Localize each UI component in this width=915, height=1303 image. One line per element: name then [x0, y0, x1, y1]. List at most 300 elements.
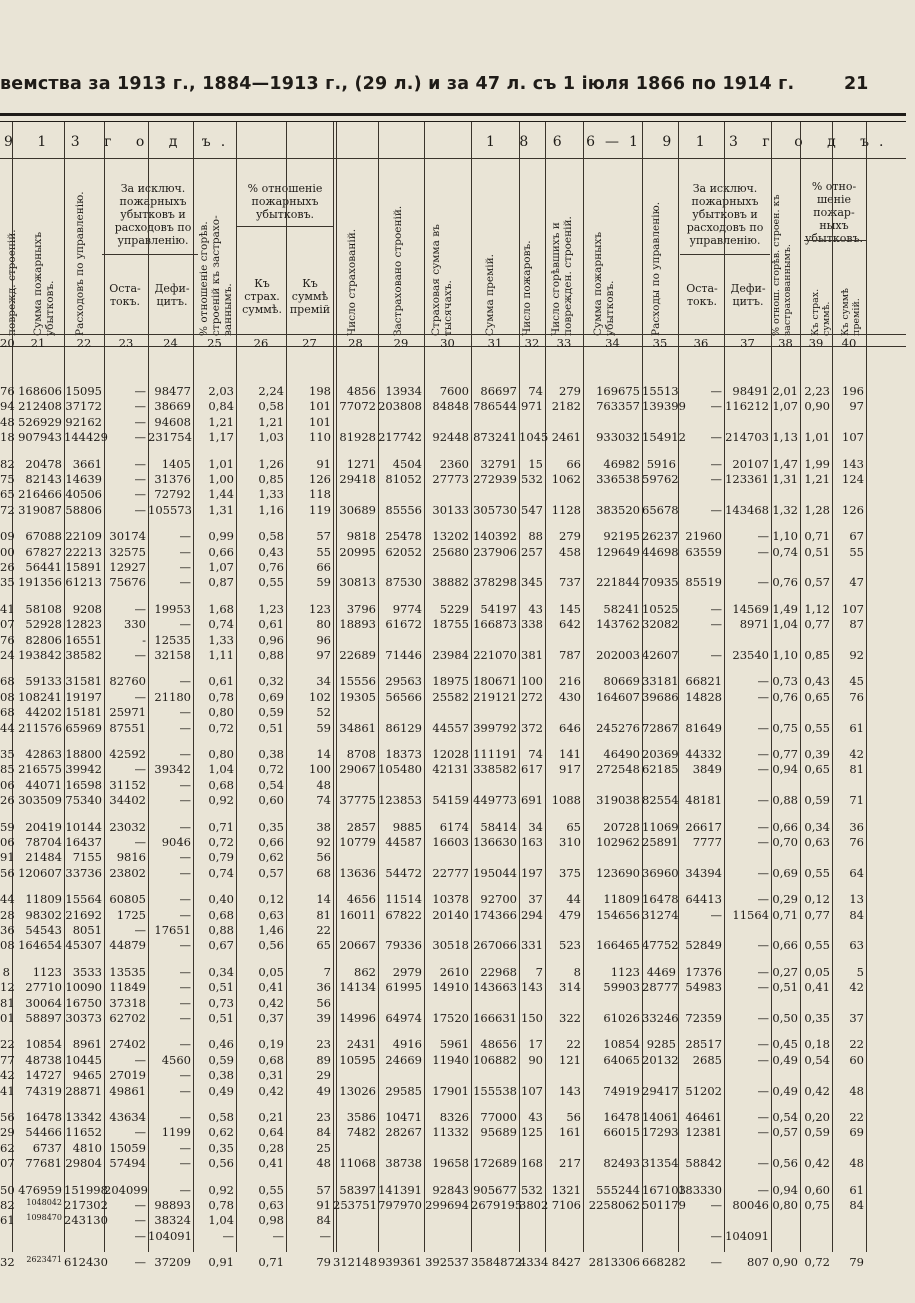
- table-cell: 123361: [725, 472, 769, 486]
- table-cell: 23: [316, 1037, 331, 1052]
- table-cell: 28871: [65, 1083, 102, 1098]
- table-cell: 10779: [339, 835, 376, 849]
- table-cell: —: [710, 456, 722, 471]
- table-cell: 1048042: [26, 1198, 62, 1207]
- header-group-26-27: % отношеніе пожарныхъ убытковъ.: [247, 182, 323, 221]
- column-number: 30: [440, 336, 455, 350]
- table-cell: 101: [309, 414, 331, 429]
- table-rule: [0, 334, 906, 335]
- table-cell: 22: [849, 1110, 864, 1124]
- table-cell: 0,42: [258, 1083, 284, 1098]
- column-number: 34: [605, 336, 620, 350]
- column-number: 36: [693, 336, 709, 350]
- column-number: 29: [393, 336, 409, 350]
- table-cell: 48656: [480, 1037, 517, 1052]
- table-cell: 74: [528, 747, 543, 761]
- table-cell: 62: [0, 1140, 15, 1155]
- table-rule: [102, 254, 198, 255]
- table-cell: 0,88: [258, 648, 284, 662]
- table-cell: 319038: [596, 793, 640, 808]
- table-cell: 0,56: [208, 1156, 234, 1171]
- table-cell: 65969: [65, 720, 102, 735]
- table-cell: 11849: [109, 980, 146, 995]
- table-cell: 87: [849, 617, 864, 632]
- table-cell: 0,66: [258, 835, 284, 849]
- table-cell: 35: [0, 575, 15, 590]
- table-cell: 139399: [642, 399, 686, 414]
- table-cell: 0,58: [208, 1110, 234, 1124]
- table-cell: 0,58: [258, 529, 284, 544]
- table-cell: —: [757, 529, 769, 544]
- table-cell: 10090: [65, 980, 102, 995]
- group-heading-1913: 9 1 3 г о д ъ.: [4, 134, 236, 150]
- table-cell: —: [134, 1125, 146, 1140]
- table-cell: 34861: [339, 720, 376, 735]
- table-cell: 100: [309, 762, 331, 777]
- table-cell: —: [134, 762, 146, 777]
- table-cell: 37318: [109, 995, 146, 1010]
- table-cell: 37: [849, 1011, 864, 1025]
- table-cell: 60: [849, 1052, 864, 1067]
- table-cell: —: [710, 1198, 722, 1212]
- table-cell: 82: [0, 1198, 15, 1212]
- table-cell: 18975: [432, 674, 469, 689]
- table-cell: 86129: [385, 720, 422, 735]
- table-cell: 22213: [65, 544, 102, 559]
- table-cell: —: [710, 384, 722, 398]
- table-cell: 3849: [692, 762, 722, 777]
- table-cell: 907943: [18, 430, 62, 445]
- table-cell: 58806: [65, 502, 102, 517]
- table-cell: 27773: [432, 472, 469, 486]
- table-cell: 61: [0, 1213, 15, 1228]
- table-cell: 0,74: [772, 544, 798, 559]
- table-cell: 217302: [64, 1198, 108, 1212]
- table-cell: 14996: [339, 1011, 376, 1025]
- header-col-34: Сумма пожарныхъ убытковъ.: [592, 231, 616, 336]
- header-col-32: Число пожаровъ.: [521, 240, 533, 336]
- table-cell: 38738: [385, 1156, 422, 1171]
- table-cell: 0,96: [258, 632, 284, 647]
- table-cell: 79: [316, 1255, 331, 1270]
- table-cell: 3661: [72, 456, 102, 471]
- table-cell: 11514: [385, 892, 422, 907]
- table-cell: 68: [0, 705, 15, 720]
- table-cell: 20728: [603, 819, 640, 834]
- table-cell: 76: [849, 689, 864, 704]
- table-cell: 1,31: [208, 502, 234, 517]
- table-cell: 71: [849, 793, 864, 808]
- table-cell: 668282: [642, 1255, 686, 1270]
- table-cell: 0,79: [208, 850, 234, 865]
- table-cell: -: [142, 632, 146, 647]
- table-cell: 0,51: [258, 720, 284, 735]
- table-cell: 54472: [385, 865, 422, 880]
- table-cell: 166631: [473, 1011, 517, 1025]
- table-cell: 167103: [642, 1182, 686, 1197]
- table-cell: 13342: [65, 1110, 102, 1124]
- table-cell: 64974: [385, 1011, 422, 1025]
- table-cell: 41: [0, 601, 15, 616]
- table-cell: 303509: [18, 793, 62, 808]
- table-cell: 12535: [154, 632, 191, 647]
- table-cell: 198: [309, 384, 331, 398]
- table-cell: —: [134, 1213, 146, 1228]
- table-cell: —: [134, 648, 146, 662]
- table-cell: —: [179, 892, 191, 907]
- table-cell: 17651: [154, 923, 191, 937]
- table-cell: 646: [559, 720, 581, 735]
- table-cell: 65: [0, 487, 15, 502]
- table-cell: —: [757, 835, 769, 849]
- table-cell: 72867: [642, 720, 679, 735]
- table-cell: 0,43: [258, 544, 284, 559]
- column-number: 26: [253, 336, 269, 350]
- table-cell: 1,49: [772, 601, 798, 616]
- table-cell: 107: [521, 1083, 543, 1098]
- table-cell: 873241: [473, 430, 517, 445]
- table-cell: 37775: [339, 793, 376, 808]
- table-cell: 66: [316, 560, 331, 574]
- table-cell: 09: [0, 529, 15, 544]
- table-cell: —: [179, 1182, 191, 1197]
- table-cell: 0,71: [804, 529, 830, 544]
- table-cell: 32: [0, 1255, 15, 1270]
- table-cell: 2258062: [588, 1198, 640, 1212]
- table-cell: 89: [316, 1052, 331, 1067]
- table-cell: 0,72: [208, 835, 234, 849]
- table-cell: 787: [559, 648, 581, 662]
- table-cell: 0,41: [804, 980, 830, 995]
- group-heading-1866-1913: 1 8 6 6—1 9 1 3 г о д ъ.: [486, 134, 894, 150]
- table-cell: 92162: [65, 414, 102, 429]
- table-cell: 42863: [25, 747, 62, 761]
- table-cell: 98477: [154, 384, 191, 398]
- table-cell: 20667: [339, 938, 376, 953]
- page-number: 21: [844, 74, 869, 94]
- table-cell: 129649: [596, 544, 640, 559]
- table-cell: 82760: [109, 674, 146, 689]
- table-cell: 0,99: [208, 529, 234, 544]
- table-cell: 82554: [642, 793, 679, 808]
- table-cell: 58897: [25, 1011, 62, 1025]
- table-cell: 547: [521, 502, 543, 517]
- table-cell: 98491: [732, 384, 769, 398]
- table-cell: 61: [849, 1182, 864, 1197]
- table-cell: 29563: [385, 674, 422, 689]
- table-cell: 15891: [65, 560, 102, 574]
- table-cell: —: [179, 980, 191, 995]
- table-cell: 11332: [432, 1125, 469, 1140]
- table-cell: 56441: [25, 560, 62, 574]
- table-cell: 204099: [104, 1182, 148, 1197]
- table-cell: 63: [849, 938, 864, 953]
- table-cell: 96: [316, 632, 331, 647]
- table-cell: 16598: [65, 777, 102, 792]
- table-cell: 0,80: [208, 705, 234, 720]
- table-cell: 59133: [25, 674, 62, 689]
- table-cell: 807: [747, 1255, 769, 1270]
- table-cell: 31274: [642, 907, 679, 922]
- table-cell: 5: [856, 964, 864, 979]
- table-cell: 0,51: [208, 1011, 234, 1025]
- table-cell: 0,73: [208, 995, 234, 1010]
- table-cell: 14910: [432, 980, 469, 995]
- table-cell: 61026: [603, 1011, 640, 1025]
- table-cell: 119: [309, 502, 331, 517]
- table-cell: 237906: [473, 544, 517, 559]
- table-cell: 2813306: [588, 1255, 640, 1270]
- table-cell: 9208: [72, 601, 102, 616]
- table-cell: 0,51: [208, 980, 234, 995]
- column-number: 40: [841, 336, 857, 350]
- table-cell: 76: [849, 835, 864, 849]
- table-cell: 143468: [725, 502, 769, 517]
- table-cell: 2431: [346, 1037, 376, 1052]
- table-cell: 27402: [109, 1037, 146, 1052]
- table-cell: 526929: [18, 414, 62, 429]
- table-cell: 7: [323, 964, 331, 979]
- table-cell: 16011: [339, 907, 376, 922]
- table-cell: 11069: [642, 819, 679, 834]
- table-cell: 77072: [339, 399, 376, 414]
- table-cell: 32158: [154, 648, 191, 662]
- table-cell: 476959: [18, 1182, 62, 1197]
- table-cell: 38: [316, 819, 331, 834]
- table-cell: 2685: [692, 1052, 722, 1067]
- table-cell: 0,78: [208, 689, 234, 704]
- table-cell: 49: [316, 1083, 331, 1098]
- table-cell: 36: [0, 923, 15, 937]
- table-cell: 0,72: [804, 1255, 830, 1270]
- table-cell: 06: [0, 777, 15, 792]
- table-cell: 172689: [473, 1156, 517, 1171]
- table-cell: 20369: [642, 747, 679, 761]
- table-cell: 54466: [25, 1125, 62, 1140]
- table-cell: 1725: [116, 907, 146, 922]
- table-cell: 106882: [473, 1052, 517, 1067]
- table-cell: 14134: [339, 980, 376, 995]
- table-rule: [804, 240, 866, 241]
- table-rule: [680, 254, 770, 255]
- table-cell: 216575: [18, 762, 62, 777]
- table-cell: 8326: [439, 1110, 469, 1124]
- table-cell: 0,29: [772, 892, 798, 907]
- table-cell: 86697: [480, 384, 517, 398]
- table-cell: 48: [316, 1156, 331, 1171]
- table-cell: 58842: [685, 1156, 722, 1171]
- table-cell: 2,24: [258, 384, 284, 398]
- column-number: 35: [652, 336, 668, 350]
- table-cell: —: [710, 399, 722, 414]
- table-cell: 28267: [385, 1125, 422, 1140]
- table-cell: 5916: [646, 456, 676, 471]
- table-cell: 58108: [25, 601, 62, 616]
- table-cell: 0,35: [804, 1011, 830, 1025]
- table-cell: 91: [316, 1198, 331, 1212]
- column-number: 23: [118, 336, 134, 350]
- table-cell: 375: [559, 865, 581, 880]
- table-cell: 0,35: [258, 819, 284, 834]
- table-cell: 16437: [65, 835, 102, 849]
- table-cell: 34402: [109, 793, 146, 808]
- table-cell: —: [319, 1228, 331, 1243]
- table-cell: 58241: [603, 601, 640, 616]
- table-cell: 4810: [72, 1140, 102, 1155]
- table-cell: 2,03: [208, 384, 234, 398]
- table-cell: —: [134, 689, 146, 704]
- table-cell: 15059: [109, 1140, 146, 1155]
- table-cell: 8: [2, 964, 10, 979]
- table-cell: 0,56: [258, 938, 284, 953]
- table-cell: 44: [0, 892, 15, 907]
- table-cell: 29804: [65, 1156, 102, 1171]
- header-col-24: Дефи- цитъ.: [154, 282, 190, 308]
- table-cell: 7106: [551, 1198, 581, 1212]
- table-cell: 322: [559, 1011, 581, 1025]
- table-cell: 38882: [432, 575, 469, 590]
- table-cell: 0,80: [772, 1198, 798, 1212]
- table-cell: 34: [316, 674, 331, 689]
- table-cell: —: [179, 560, 191, 574]
- table-cell: 7482: [346, 1125, 376, 1140]
- table-cell: 0,80: [208, 747, 234, 761]
- table-cell: 9774: [392, 601, 422, 616]
- table-cell: 72359: [685, 1011, 722, 1025]
- table-cell: 33736: [65, 865, 102, 880]
- table-cell: —: [134, 384, 146, 398]
- header-col-25: % отношеніе сгорѣв. строеній къ застрахо- ваннымъ.: [198, 215, 234, 336]
- table-cell: 0,27: [772, 964, 798, 979]
- table-cell: 8708: [346, 747, 376, 761]
- table-cell: —: [134, 502, 146, 517]
- header-col-40: Къ суммѣ премій.: [840, 288, 862, 336]
- table-cell: 0,56: [772, 1156, 798, 1171]
- table-cell: 39: [316, 1011, 331, 1025]
- table-cell: 310: [559, 835, 581, 849]
- table-cell: —: [179, 705, 191, 720]
- table-cell: 279: [559, 529, 581, 544]
- table-cell: 49861: [109, 1083, 146, 1098]
- table-cell: 0,58: [258, 399, 284, 414]
- table-cell: 330: [124, 617, 146, 632]
- table-cell: 67827: [25, 544, 62, 559]
- table-cell: 07: [0, 1156, 15, 1171]
- table-cell: 155538: [473, 1083, 517, 1098]
- table-cell: 26: [0, 560, 15, 574]
- table-cell: —: [710, 601, 722, 616]
- header-col-30: Страховая сумма въ тысячахъ.: [430, 224, 454, 336]
- table-cell: —: [710, 907, 722, 922]
- table-cell: 257: [521, 544, 543, 559]
- table-cell: 392537: [425, 1255, 469, 1270]
- table-cell: 143: [842, 456, 864, 471]
- table-cell: 41: [0, 1083, 15, 1098]
- table-cell: 10595: [339, 1052, 376, 1067]
- table-cell: —: [134, 430, 146, 445]
- table-cell: 345: [521, 575, 543, 590]
- table-cell: 430: [559, 689, 581, 704]
- table-cell: 27019: [109, 1068, 146, 1083]
- table-cell: 38582: [65, 648, 102, 662]
- column-number: 37: [740, 336, 755, 350]
- header-col-29: Застраховано строеній.: [392, 205, 404, 336]
- table-cell: 81: [849, 762, 864, 777]
- table-cell: —: [134, 1052, 146, 1067]
- table-cell: 0,42: [804, 1083, 830, 1098]
- table-cell: 126: [842, 502, 864, 517]
- table-cell: 57: [316, 1182, 331, 1197]
- table-cell: 0,69: [258, 689, 284, 704]
- table-cell: 61672: [385, 617, 422, 632]
- table-cell: 111191: [473, 747, 517, 761]
- table-cell: 0,72: [208, 720, 234, 735]
- table-cell: 2679195: [471, 1198, 523, 1212]
- table-cell: 48: [0, 414, 15, 429]
- table-cell: —: [179, 865, 191, 880]
- table-cell: 1,04: [208, 1213, 234, 1228]
- table-cell: 77000: [480, 1110, 517, 1124]
- table-cell: 28: [0, 907, 15, 922]
- table-cell: 23540: [732, 648, 769, 662]
- table-cell: 458: [559, 544, 581, 559]
- table-cell: 0,42: [804, 1156, 830, 1171]
- table-cell: 22: [0, 1037, 15, 1052]
- table-cell: 25582: [432, 689, 469, 704]
- table-cell: 1088: [551, 793, 581, 808]
- table-cell: 19305: [339, 689, 376, 704]
- table-cell: 1,47: [772, 456, 798, 471]
- table-cell: 1123: [610, 964, 640, 979]
- table-cell: 10378: [432, 892, 469, 907]
- table-cell: 212408: [18, 399, 62, 414]
- table-cell: 272548: [596, 762, 640, 777]
- table-cell: 1,44: [208, 487, 234, 502]
- table-cell: 183330: [678, 1182, 722, 1197]
- table-cell: 449773: [473, 793, 517, 808]
- table-cell: 62052: [385, 544, 422, 559]
- table-cell: 65: [316, 938, 331, 953]
- table-cell: —: [179, 1110, 191, 1124]
- table-cell: 1321: [551, 1182, 581, 1197]
- table-cell: —: [757, 819, 769, 834]
- table-cell: 168606: [18, 384, 62, 398]
- table-cell: —: [179, 907, 191, 922]
- table-cell: 0,76: [258, 560, 284, 574]
- table-cell: 691: [521, 793, 543, 808]
- table-cell: 54983: [685, 980, 722, 995]
- table-cell: 0,38: [208, 1068, 234, 1083]
- table-cell: 13202: [432, 529, 469, 544]
- table-cell: 0,57: [772, 1125, 798, 1140]
- table-cell: 13026: [339, 1083, 376, 1098]
- table-cell: 154656: [596, 907, 640, 922]
- table-cell: —: [710, 502, 722, 517]
- table-cell: 163: [521, 835, 543, 849]
- table-cell: 202003: [596, 648, 640, 662]
- table-cell: 0,63: [804, 835, 830, 849]
- table-cell: 1,10: [772, 648, 798, 662]
- table-cell: 3802: [519, 1198, 549, 1212]
- table-cell: 0,64: [258, 1125, 284, 1140]
- table-cell: 124: [842, 472, 864, 486]
- table-cell: 12823: [65, 617, 102, 632]
- table-cell: 22689: [339, 648, 376, 662]
- table-cell: —: [710, 648, 722, 662]
- statistics-table: [0, 122, 906, 1270]
- table-cell: 1,11: [208, 648, 234, 662]
- table-cell: —: [757, 1083, 769, 1098]
